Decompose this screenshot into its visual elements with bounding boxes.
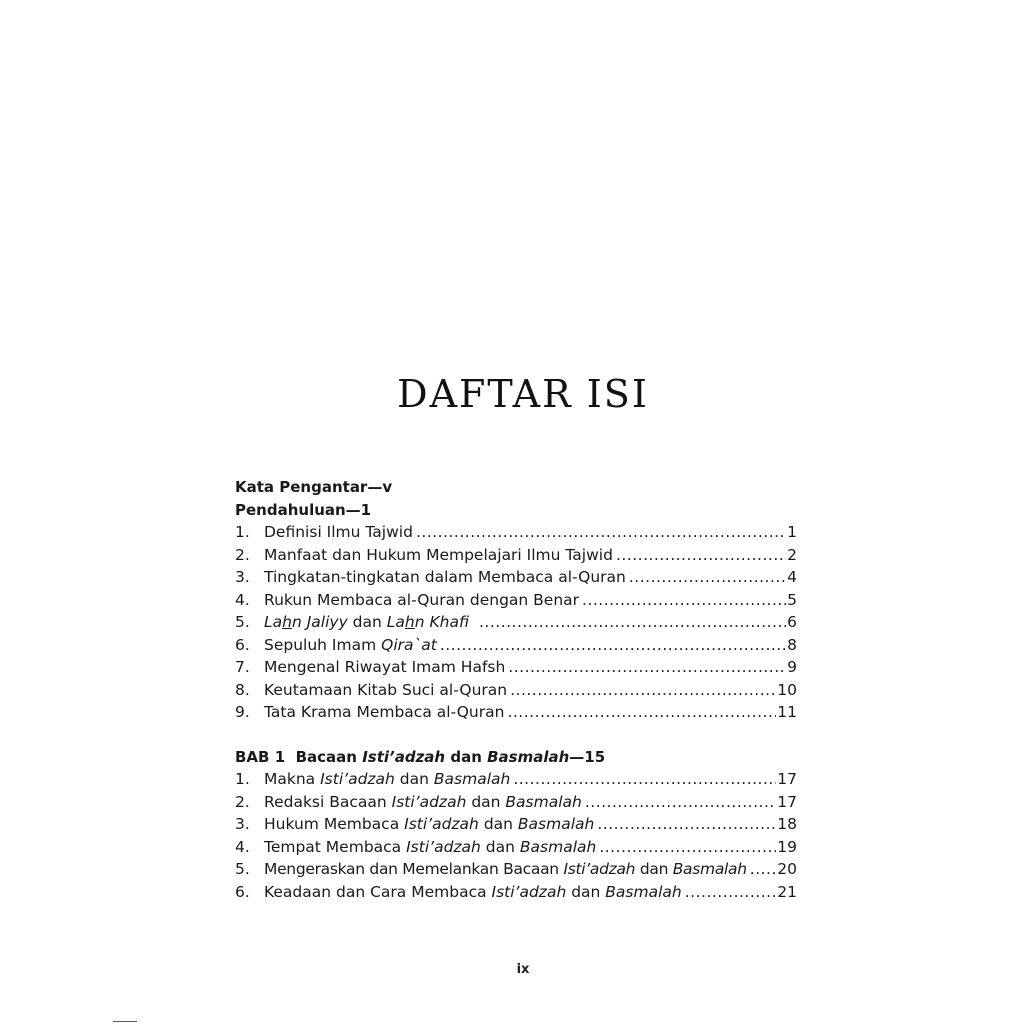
title-part: h <box>404 613 415 631</box>
entry-number: 6. <box>235 635 250 654</box>
title-part: Tempat Membaca <box>264 837 407 856</box>
title-part: Hukum Membaca <box>264 815 405 833</box>
entry-number: 4. <box>235 590 250 609</box>
toc-entry <box>235 679 797 702</box>
toc-heading-pendahuluan: Pendahuluan—1 <box>235 500 372 519</box>
toc-entry <box>235 881 797 904</box>
title-part: Isti’adzah <box>563 860 636 878</box>
entry-number: 3. <box>235 568 250 586</box>
dot-leader <box>585 791 776 814</box>
title-part: dan <box>480 837 520 856</box>
entry-number: 3. <box>235 815 250 833</box>
entry-title <box>264 836 596 859</box>
dot-leader <box>479 611 786 634</box>
entry-page: 21 <box>777 882 797 901</box>
title-part: Mengeraskan dan Memelankan Bacaan <box>264 860 564 878</box>
title-part: Basmalah <box>517 815 595 833</box>
title-part: dan <box>566 882 606 901</box>
chapter-title-part: Bacaan <box>295 747 363 766</box>
title-part: Isti’adzah <box>391 792 467 811</box>
entry-number: 1. <box>235 523 250 541</box>
entry-number: 5. <box>235 860 250 878</box>
entry-number: 8. <box>235 680 250 699</box>
entry-number: 2. <box>235 792 250 811</box>
title-part: Keadaan dan Cara Membaca <box>264 882 492 901</box>
entry-title: Rukun Membaca al-Quran dengan Benar <box>264 590 580 609</box>
dot-leader <box>750 858 777 881</box>
title-part: La <box>264 613 283 631</box>
chapter-title-part: Isti’adzah <box>362 747 446 766</box>
table-of-contents <box>235 476 797 903</box>
dot-leader <box>440 634 786 657</box>
section-spacer <box>235 724 797 746</box>
title-part: Sepuluh Imam <box>264 635 382 654</box>
entry-title <box>264 881 682 904</box>
entry-title <box>264 611 469 634</box>
entry-page: 8 <box>787 635 797 654</box>
title-part: dan <box>347 613 387 631</box>
toc-entry <box>235 836 797 859</box>
toc-entry <box>235 566 797 589</box>
entry-page: 1 <box>787 523 797 541</box>
dot-leader <box>685 881 777 904</box>
entry-title <box>264 791 582 814</box>
entry-page: 19 <box>777 837 797 856</box>
dot-leader <box>510 679 776 702</box>
entry-page: 17 <box>777 792 797 811</box>
page-title: DAFTAR ISI <box>397 372 649 416</box>
title-part: Redaksi Bacaan <box>264 792 392 811</box>
toc-entry <box>235 611 797 634</box>
title-part: Basmalah <box>505 792 582 811</box>
entry-page: 6 <box>787 613 797 631</box>
title-part: Basmalah <box>605 882 682 901</box>
entry-page: 4 <box>787 568 797 586</box>
title-part: dan <box>478 815 518 833</box>
entry-title: Manfaat dan Hukum Mempelajari Ilmu Tajwid <box>264 545 613 564</box>
toc-entry <box>235 544 797 567</box>
entry-title: Definisi Ilmu Tajwid <box>264 523 413 541</box>
entry-title: Tingkatan-tingkatan dalam Membaca al-Quran <box>264 568 626 586</box>
entry-page: 5 <box>787 590 797 609</box>
entry-number: 2. <box>235 545 250 564</box>
toc-entry <box>235 791 797 814</box>
entry-number: 6. <box>235 882 250 901</box>
entry-title: Mengenal Riwayat Imam Hafsh <box>264 658 506 676</box>
toc-entry <box>235 768 797 791</box>
entry-number: 1. <box>235 770 250 788</box>
entry-number: 5. <box>235 613 250 631</box>
toc-entry <box>235 521 797 544</box>
dot-leader <box>416 521 786 544</box>
toc-heading-kata-pengantar: Kata Pengantar—v <box>235 478 393 496</box>
dot-leader <box>599 836 776 859</box>
title-part: h <box>282 613 292 631</box>
title-part: Basmalah <box>672 860 747 878</box>
title-part: dan <box>394 770 434 788</box>
title-part: Isti’adzah <box>406 837 481 856</box>
title-part: dan <box>466 792 506 811</box>
dot-leader <box>616 544 786 567</box>
toc-entry <box>235 701 797 724</box>
toc-entry <box>235 656 797 679</box>
title-part: n Khafi <box>414 613 469 631</box>
toc-heading-bab-1 <box>235 746 797 769</box>
title-part: La <box>386 613 405 631</box>
title-part: Isti’adzah <box>320 770 395 788</box>
page-number: ix <box>516 962 530 977</box>
chapter-title-part: dan <box>445 747 488 766</box>
dot-leader <box>629 566 786 589</box>
dot-leader <box>507 701 776 724</box>
chapter-label: BAB 1 <box>235 747 286 766</box>
chapter-title-part: Basmalah <box>487 747 570 766</box>
entry-title <box>264 634 437 657</box>
entry-page: 20 <box>777 860 797 878</box>
entry-page: 2 <box>787 545 797 564</box>
dot-leader <box>513 768 776 791</box>
dot-leader <box>597 813 776 836</box>
title-part: Basmalah <box>433 770 511 788</box>
title-part: Makna <box>264 770 321 788</box>
toc-entry <box>235 634 797 657</box>
title-part: Qira`at <box>381 635 437 654</box>
entry-page: 17 <box>777 770 797 788</box>
title-part: Basmalah <box>519 837 597 856</box>
entry-page: 9 <box>787 658 797 676</box>
title-part: n Jaliyy <box>291 613 348 631</box>
toc-entry <box>235 589 797 612</box>
toc-entry <box>235 813 797 836</box>
page-edge-mark <box>113 1021 137 1022</box>
entry-number: 4. <box>235 837 250 856</box>
title-part: dan <box>635 860 673 878</box>
title-part: Isti’adzah <box>491 882 567 901</box>
entry-title <box>264 858 747 881</box>
entry-number: 7. <box>235 658 250 676</box>
entry-page: 10 <box>777 680 797 699</box>
dot-leader <box>582 589 786 612</box>
entry-title <box>264 813 594 836</box>
entry-number: 9. <box>235 703 250 721</box>
entry-title: Tata Krama Membaca al-Quran <box>264 703 505 721</box>
entry-page: 11 <box>777 703 797 721</box>
chapter-title-part: —15 <box>569 747 606 766</box>
entry-page: 18 <box>777 815 797 833</box>
entry-title <box>264 768 510 791</box>
entry-title: Keutamaan Kitab Suci al-Quran <box>264 680 508 699</box>
title-part: Isti’adzah <box>404 815 479 833</box>
toc-entry <box>235 858 797 881</box>
dot-leader <box>508 656 786 679</box>
